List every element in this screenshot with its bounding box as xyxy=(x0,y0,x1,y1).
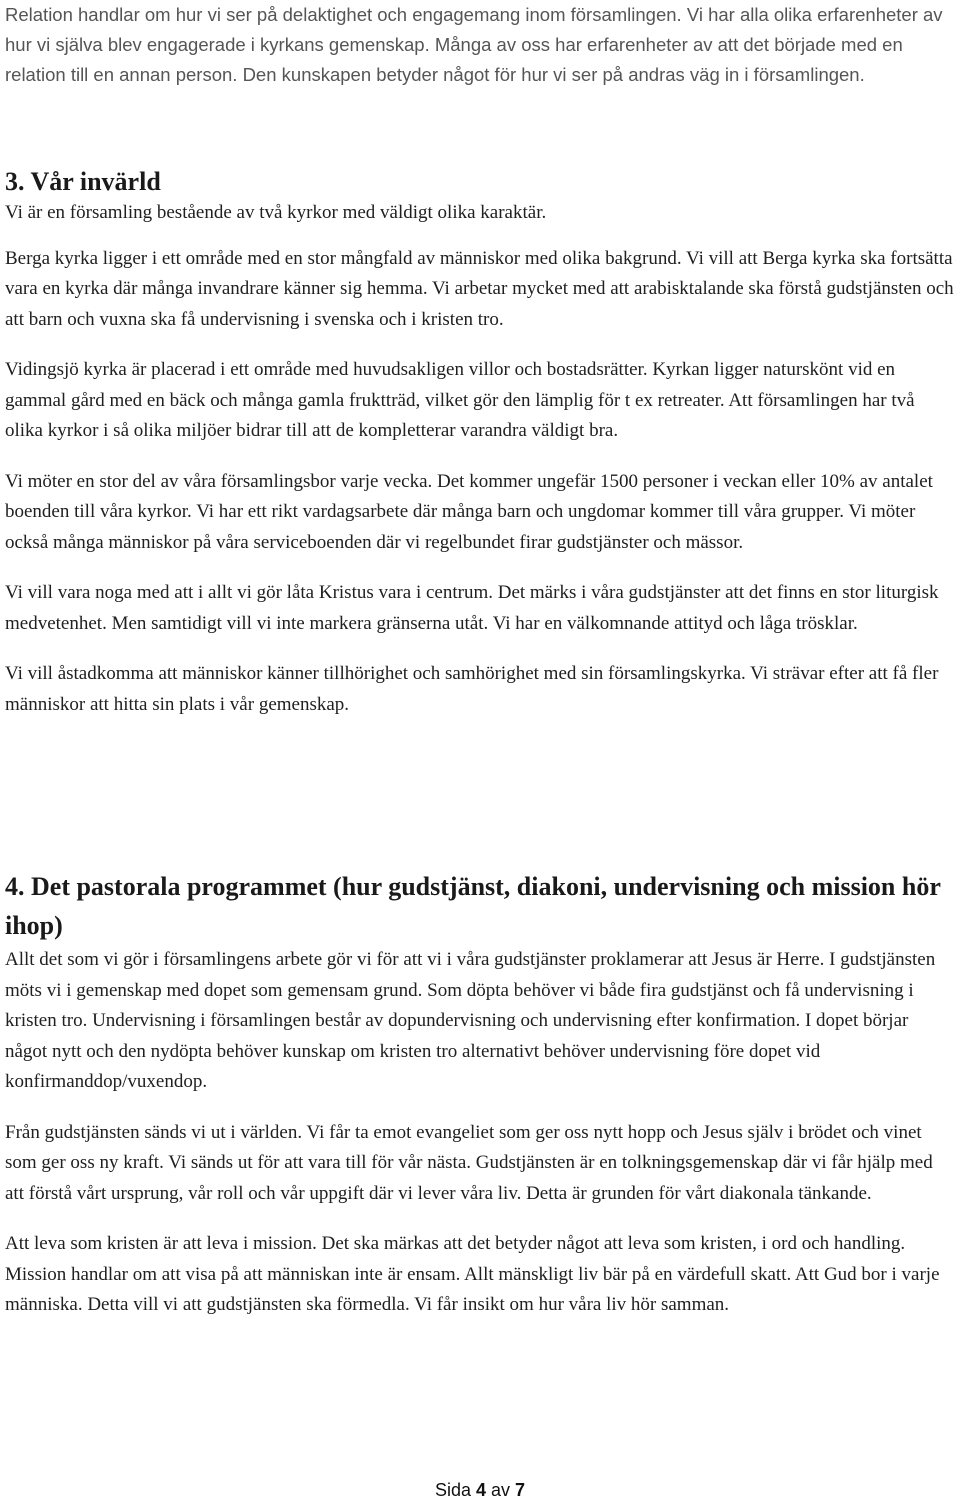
section-4 xyxy=(5,868,955,1321)
section-3-heading: 3. Vår invärld xyxy=(5,167,161,196)
section-4-paragraph: Från gudstjänsten sänds vi ut i världen. Vi får ta emot evangeliet som ger oss nytt hopp och Jesus själv i brödet och vinet som ger oss ny kraft. Vi sänds ut för att vara till för vår nästa. Gudstjänsten är en tolkningsgemenskap där vi får hjälp med att förstå vårt ursprung, vår roll och vår uppgift där vi lever våra liv. Detta är grunden för vårt diakonala tänkande. xyxy=(5,1121,933,1204)
section-3-paragraph: Vi möter en stor del av våra församlingsbor varje vecka. Det kommer ungefär 1500 personer i veckan eller 10% av antalet boenden till våra kyrkor. Vi har ett rikt vardagsarbete där många barn och ungdomar kommer till våra grupper. Vi möter också många människor på våra serviceboenden där vi regelbundet firar gudstjänster och mässor. xyxy=(5,470,933,553)
total-page-number: 7 xyxy=(515,1480,526,1500)
section-4-paragraph: Att leva som kristen är att leva i mission. Det ska märkas att det betyder något att leva som kristen, i ord och handling. Mission handlar om att visa på att människan inte är ensam. Allt mänskligt liv bär på en värdefull skatt. Att Gud bor i varje människa. Detta vill vi att gudstjänsten ska förmedla. Vi får insikt om hur våra liv hör samman. xyxy=(5,1233,940,1315)
section-4-body xyxy=(5,945,955,1321)
section-3 xyxy=(5,166,955,720)
section-3-body xyxy=(5,198,955,720)
section-3-paragraph: Vi är en församling bestående av två kyrkor med väldigt olika karaktär. xyxy=(5,202,547,223)
section-4-heading: 4. Det pastorala programmet (hur gudstjänst, diakoni, undervisning och mission hör ihop) xyxy=(5,872,941,940)
section-3-paragraph: Vi vill åstadkomma att människor känner tillhörighet och samhörighet med sin församlingskyrka. Vi strävar efter att få fler människor att hitta sin plats i vår gemenskap. xyxy=(5,663,939,715)
page-footer xyxy=(0,1480,960,1501)
current-page-number: 4 xyxy=(475,1480,486,1500)
page-separator: av xyxy=(491,1480,511,1500)
intro-paragraph: Relation handlar om hur vi ser på delaktighet och engagemang inom församlingen. Vi har alla olika erfarenheter av hur vi själva blev engagerade i kyrkans gemenskap. Många av oss har erfarenheter av att det började med en relation till en annan person. Den kunskapen betyder något för hur vi ser på andras väg in i församlingen. xyxy=(5,4,943,85)
section-3-paragraph: Berga kyrka ligger i ett område med en stor mångfald av människor med olika bakgrund. Vi vill att Berga kyrka ska fortsätta vara en kyrka där många invandrare känner sig hemma. Vi arbetar mycket med att arabisktalande ska förstå gudstjänsten och att barn och vuxna ska få undervisning i svenska och i kristen tro. xyxy=(5,247,954,330)
section-3-paragraph: Vidingsjö kyrka är placerad i ett område med huvudsakligen villor och bostadsrätter. Kyrkan ligger naturskönt vid en gammal gård med en bäck och många gamla fruktträd, vilket gör den lämplig för t ex retreater. Att församlingen har två olika kyrkor i så olika miljöer bidrar till att de kompletterar varandra väldigt bra. xyxy=(5,359,915,441)
page-label: Sida xyxy=(434,1480,471,1500)
section-4-paragraph: Allt det som vi gör i församlingens arbete gör vi för att vi i våra gudstjänster proklamerar att Jesus är Herre. I gudstjänsten möts vi i gemenskap med dopet som gemensam grund. Som döpta behöver vi både fira gudstjänst och få undervisning i kristen tro. Undervisning i församlingen består av dopundervisning och undervisning efter konfirmation. I dopet börjar något nytt och den nydöpta behöver kunskap om kristen tro alternativt behöver undervisning före dopet vid konfirmanddop/vuxendop. xyxy=(5,949,936,1092)
section-3-paragraph: Vi vill vara noga med att i allt vi gör låta Kristus vara i centrum. Det märks i våra gudstjänster att det finns en stor liturgisk medvetenhet. Men samtidigt vill vi inte markera gränserna utåt. Vi har en välkomnande attityd och låga trösklar. xyxy=(5,582,939,634)
